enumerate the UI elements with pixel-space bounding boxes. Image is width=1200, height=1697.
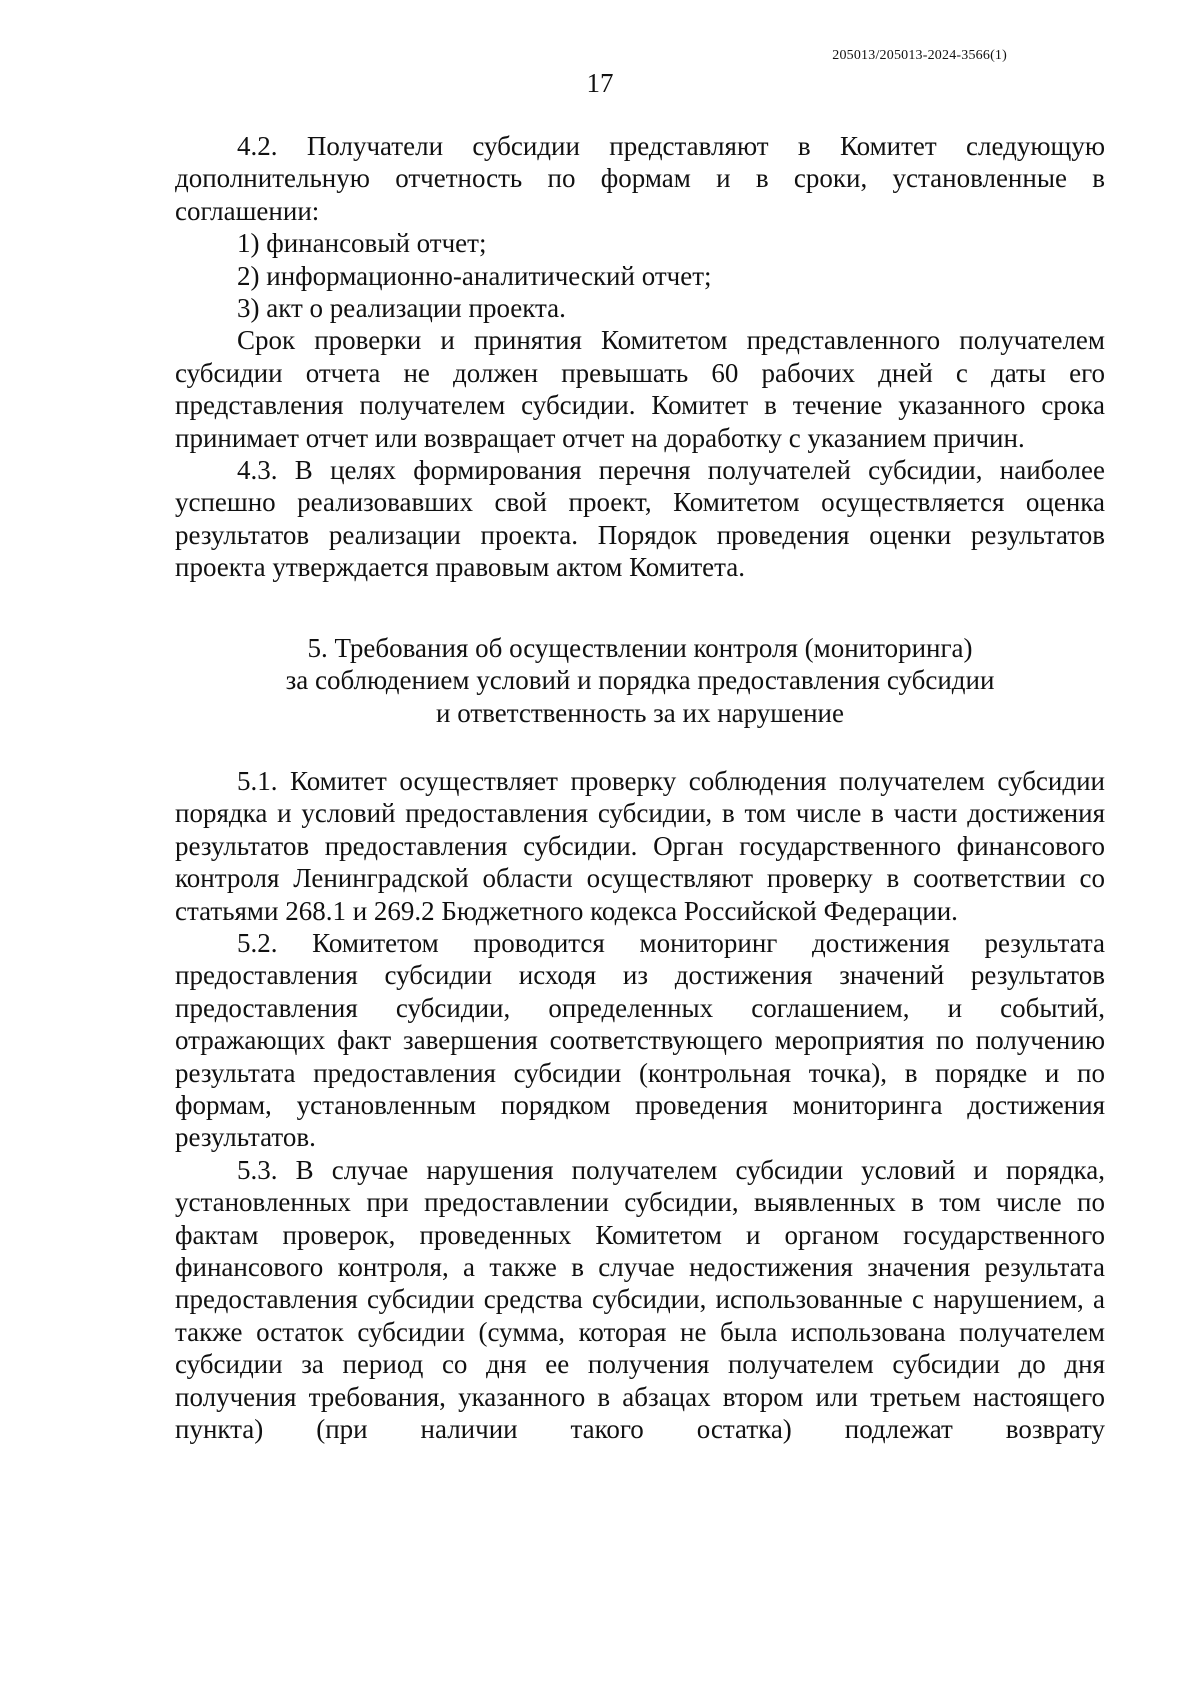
- list-item-project-act: 3) акт о реализации проекта.: [237, 293, 566, 324]
- paragraph-5-1: 5.1. Комитет осуществляет проверку соблюдения получателем субсидии порядка и условий предоставления субсидии, в том числе в части достижения результатов предоставления субсидии. Орган государственного финансового контроля Ленинградской области осуществляют проверку в соответствии со статьями 268.1 и 269.2 Бюджетного кодекса Российской Федерации.: [175, 765, 1105, 926]
- section-5-heading: [175, 632, 1105, 729]
- paragraph-4-3: 4.3. В целях формирования перечня получателей субсидии, наиболее успешно реализовавших свой проект, Комитетом осуществляется оценка результатов реализации проекта. Порядок проведения оценки результатов проекта утверждается правовым актом Комитета.: [175, 455, 1105, 583]
- page-number: 17: [586, 68, 614, 98]
- section-heading-line: 5. Требования об осуществлении контроля (мониторинга): [307, 632, 973, 663]
- section-heading-line: и ответственность за их нарушение: [436, 697, 844, 728]
- document-registration-number: 205013/205013-2024-3566(1): [832, 48, 1007, 63]
- paragraph-report-review-period: Срок проверки и принятия Комитетом представленного получателем субсидии отчета не должен превышать 60 рабочих дней с даты его представления получателем субсидии. Комитет в течение указанного срока принимает отчет или возвращает отчет на доработку с указанием причин.: [175, 325, 1105, 453]
- list-item-analytical-report: 2) информационно-аналитический отчет;: [237, 260, 712, 291]
- document-body: [175, 130, 1105, 1445]
- section-heading-line: за соблюдением условий и порядка предоставления субсидии: [285, 665, 995, 696]
- paragraph-5-2: 5.2. Комитетом проводится мониторинг достижения результата предоставления субсидии исходя из достижения значений результатов предоставления субсидии, определенных соглашением, и событий, отражающих факт завершения соответствующего мероприятия по получению результата предоставления субсидии (контрольная точка), в порядке и по формам, установленным порядком проведения мониторинга достижения результатов.: [175, 927, 1105, 1153]
- paragraph-5-3: 5.3. В случае нарушения получателем субсидии условий и порядка, установленных при предоставлении субсидии, выявленных в том числе по фактам проверок, проведенных Комитетом и органом государственного финансового контроля, а также в случае недостижения значения результата предоставления субсидии средства субсидии, использованные с нарушением, а также остаток субсидии (сумма, которая не была использована получателем субсидии за период со дня ее получения получателем субсидии до дня получения требования, указанного в абзацах втором или третьем настоящего пункта) (при наличии такого остатка) подлежат возврату: [175, 1154, 1105, 1445]
- paragraph-4-2: 4.2. Получатели субсидии представляют в Комитет следующую дополнительную отчетность по формам и в сроки, установленные в соглашении:: [175, 131, 1105, 226]
- list-item-financial-report: 1) финансовый отчет;: [237, 228, 487, 259]
